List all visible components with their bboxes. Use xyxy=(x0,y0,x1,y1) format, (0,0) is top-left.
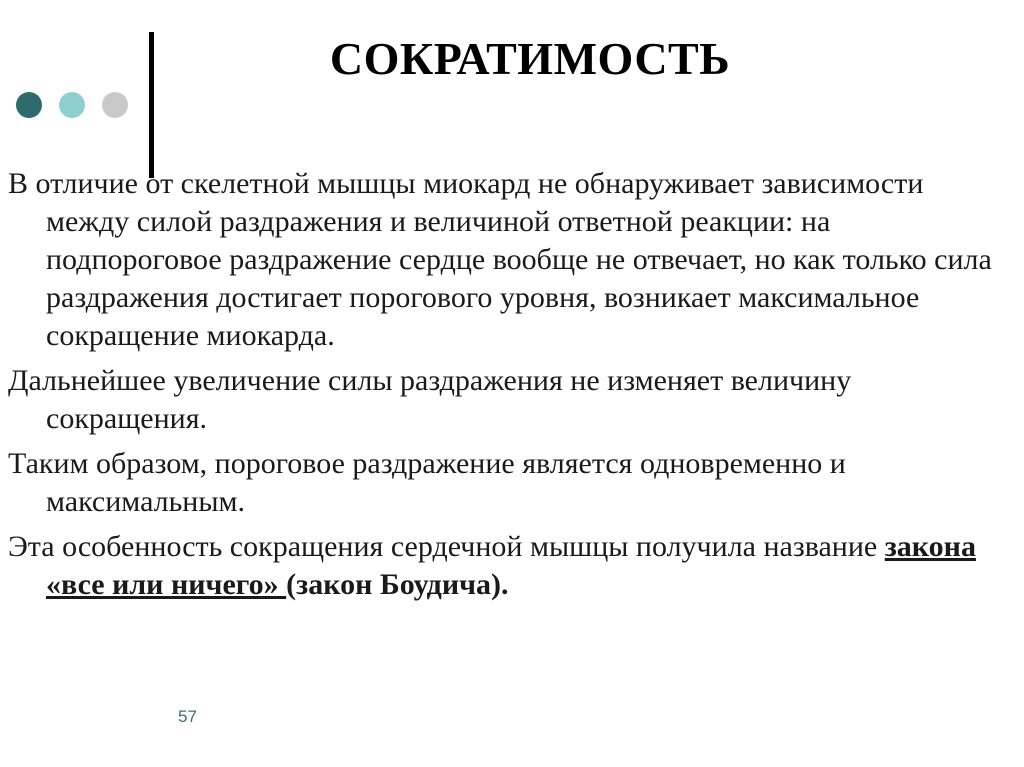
decor-dot-dark xyxy=(16,92,42,118)
page-number: 57 xyxy=(178,707,197,726)
law-alias: (закон Боудича). xyxy=(286,568,509,601)
title-divider xyxy=(149,32,154,178)
slide-body xyxy=(8,165,1008,611)
decor-dot-gray xyxy=(102,92,128,118)
paragraph-4-text: Эта особенность сокращения сердечной мышцы получила название xyxy=(8,530,885,563)
law-name-link[interactable]: закона «все или ничего» xyxy=(46,530,976,601)
slide-title: СОКРАТИМОСТЬ xyxy=(329,33,731,84)
decor-dot-light xyxy=(59,92,85,118)
paragraph-1: В отличие от скелетной мышцы миокард не обнаруживает зависимости между силой раздражения и величиной ответной реакции: на подпороговое раздражение сердце вообще не отвечает, но как только сила раздражения достигает порогового уровня, возникает максимальное сокращение миокарда. xyxy=(8,167,992,352)
paragraph-4 xyxy=(8,528,1008,604)
paragraph-2: Дальнейшее увеличение силы раздражения не изменяет величину сокращения. xyxy=(8,364,852,435)
paragraph-3: Таким образом, пороговое раздражение является одновременно и максимальным. xyxy=(8,447,846,518)
